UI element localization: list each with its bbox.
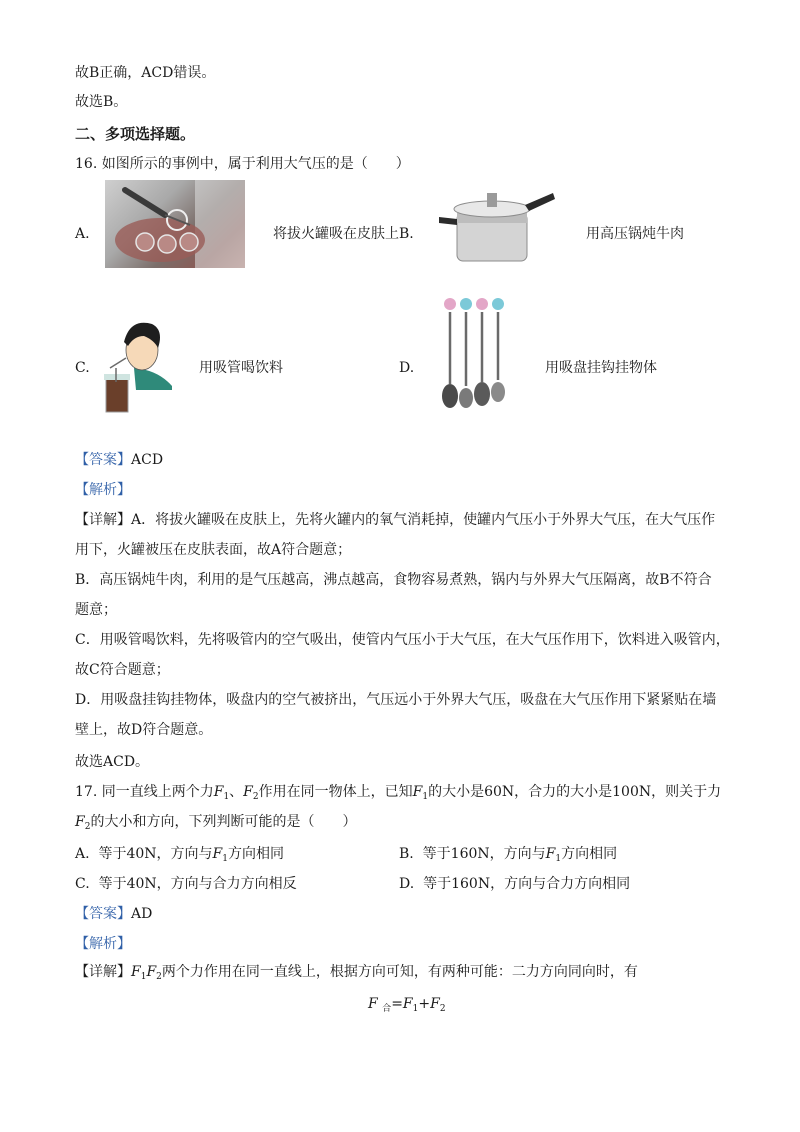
analysis-tag: 【解析】 xyxy=(75,936,131,952)
answer-line xyxy=(75,450,163,470)
text-line: 故B正确，ACD错误。 xyxy=(75,65,216,81)
option-c-text: 用吸管喝饮料 xyxy=(199,360,283,376)
answer-tag: 【答案】 xyxy=(75,906,131,922)
text-line: 壁上，故D符合题意。 xyxy=(75,722,213,738)
q17-option-d: D. 等于160N，方向与合力方向相同 xyxy=(399,876,631,892)
text-line: 故选B。 xyxy=(75,94,128,110)
detail-tag: 【详解】 xyxy=(75,512,131,528)
pressure-cooker-image xyxy=(435,183,557,269)
detail-line xyxy=(75,510,715,530)
text-line: 题意； xyxy=(75,602,117,618)
boy-with-straw-image xyxy=(100,312,175,416)
answer-value: AD xyxy=(131,906,153,922)
option-a-text: 将拔火罐吸在皮肤上 xyxy=(273,226,399,242)
q17-detail-line: 【详解】$F_1F_2$两个力作用在同一直线上，根据方向可知，有两种可能：二力方向同向时，有 xyxy=(75,964,638,982)
text-line: D．用吸盘挂钩挂物体，吸盘内的空气被挤出，气压远小于外界大气压，吸盘在大气压作用下紧紧贴在墙 xyxy=(75,692,717,708)
formula: F $_合=F_1+F_2$ xyxy=(368,996,446,1014)
section-title: 二、多项选择题。 xyxy=(75,125,196,143)
answer-tag: 【答案】 xyxy=(75,452,131,468)
text-line: 用下，火罐被压在皮肤表面，故A符合题意； xyxy=(75,542,352,558)
option-a-label: A. xyxy=(75,226,90,242)
q17-option-c: C. 等于40N，方向与合力方向相反 xyxy=(75,876,297,892)
option-d-text: 用吸盘挂钩挂物体 xyxy=(545,360,657,376)
detail-text: A．将拔火罐吸在皮肤上，先将火罐内的氧气消耗掉，使罐内气压小于外界大气压，在大气压作 xyxy=(131,512,716,528)
cupping-photo xyxy=(105,180,245,268)
q17-option-b: B. 等于160N，方向与$F_1$方向相同 xyxy=(399,846,618,864)
question-16-stem: 16. 如图所示的事例中，属于利用大气压的是（ ） xyxy=(75,156,410,172)
answer-value: ACD xyxy=(131,452,164,468)
text-line: C．用吸管喝饮料，先将吸管内的空气吸出，使管内气压小于大气压，在大气压作用下，饮料进入吸管内， xyxy=(75,632,730,648)
analysis-tag: 【解析】 xyxy=(75,482,131,498)
question-17-stem-line2: $F_2$的大小和方向，下列判断可能的是（ ） xyxy=(75,814,357,832)
suction-hooks-image xyxy=(438,296,510,414)
text-line: 故C符合题意； xyxy=(75,662,170,678)
text-line: 故选ACD。 xyxy=(75,754,150,770)
q17-option-a: A. 等于40N，方向与$F_1$方向相同 xyxy=(75,846,284,864)
option-c-label: C. xyxy=(75,360,90,376)
option-d-label: D. xyxy=(399,360,415,376)
q17-answer-line xyxy=(75,904,152,924)
option-b-text: 用高压锅炖牛肉 xyxy=(586,226,684,242)
option-b-label: B. xyxy=(399,226,414,242)
question-17-stem-line1: 17. 同一直线上两个力$F_1$、$F_2$作用在同一物体上，已知$F_1$的大小是60N，合力的大小是100N，则关于力 xyxy=(75,784,722,802)
text-line: B．高压锅炖牛肉，利用的是气压越高，沸点越高，食物容易煮熟，锅内与外界大气压隔离，故B不符合 xyxy=(75,572,712,588)
